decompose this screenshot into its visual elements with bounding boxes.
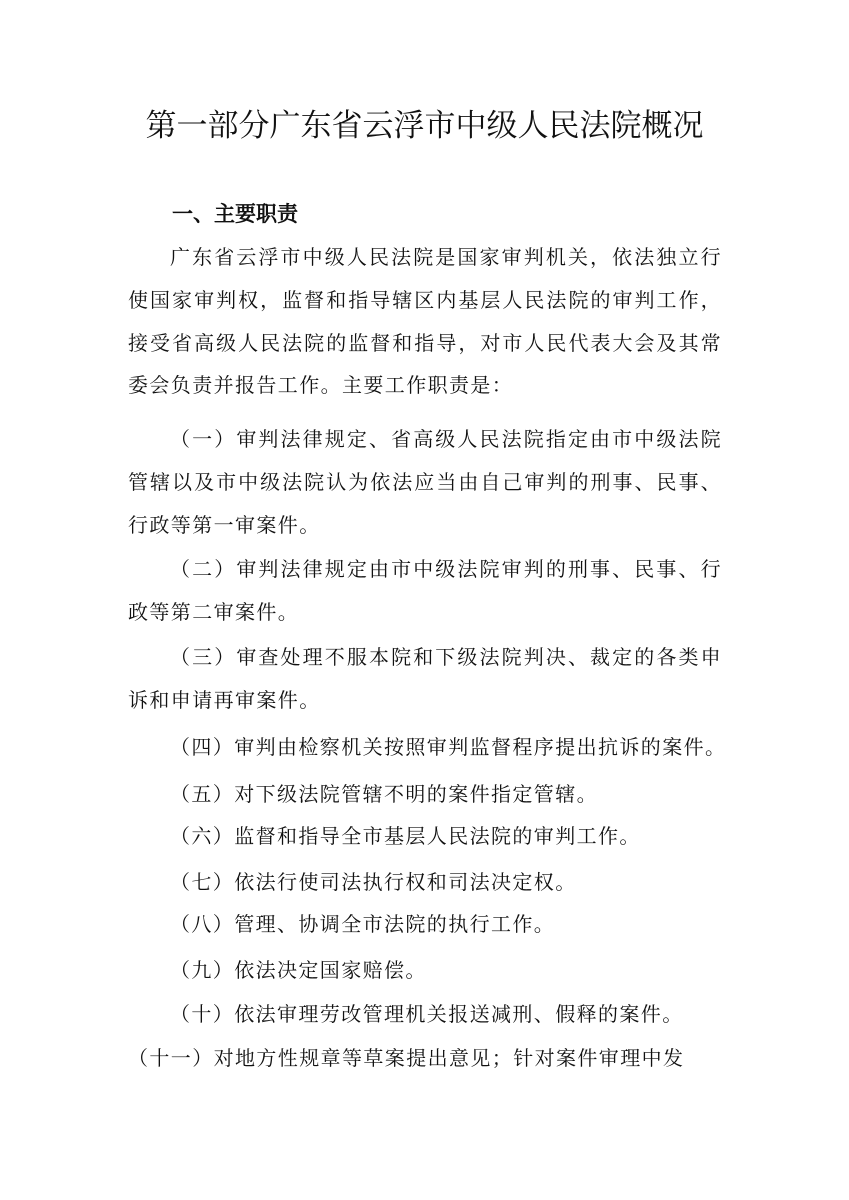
list-item-duty-4: （四）审判由检察机关按照审判监督程序提出抗诉的案件。 <box>170 735 727 759</box>
list-item-duty-8: （八）管理、协调全市法院的执行工作。 <box>170 912 556 936</box>
list-item-duty-9: （九）依法决定国家赔偿。 <box>170 958 427 982</box>
document-title: 第一部分广东省云浮市中级人民法院概况 <box>145 108 704 144</box>
list-item-duty-11: （十一）对地方性规章等草案提出意见；针对案件审理中发 <box>128 1046 685 1070</box>
paragraph-intro: 广东省云浮市中级人民法院是国家审判机关，依法独立行使国家审判权，监督和指导辖区内基层人民法院的审判工作，接受省高级人民法院的监督和指导，对市人民代表大会及其常委会负责并报告工作。主要工作职责是： <box>128 245 722 398</box>
list-item-duty-10: （十）依法审理劳改管理机关报送减刑、假释的案件。 <box>170 1002 684 1026</box>
paragraph-duty-3: （三）审查处理不服本院和下级法院判决、裁定的各类申诉和申请再审案件。 <box>128 645 722 712</box>
paragraph-duty-2: （二）审判法律规定由市中级法院审判的刑事、民事、行政等第二审案件。 <box>128 557 722 624</box>
list-item-duty-7: （七）依法行使司法执行权和司法决定权。 <box>170 870 577 894</box>
paragraph-duty-1: （一）审判法律规定、省高级人民法院指定由市中级法院管辖以及市中级法院认为依法应当由自己审判的刑事、民事、行政等第一审案件。 <box>128 427 722 537</box>
list-item-duty-6: （六）监督和指导全市基层人民法院的审判工作。 <box>170 824 641 848</box>
section-heading: 一、主要职责 <box>172 202 298 226</box>
list-item-duty-5: （五）对下级法院管辖不明的案件指定管辖。 <box>170 782 598 806</box>
